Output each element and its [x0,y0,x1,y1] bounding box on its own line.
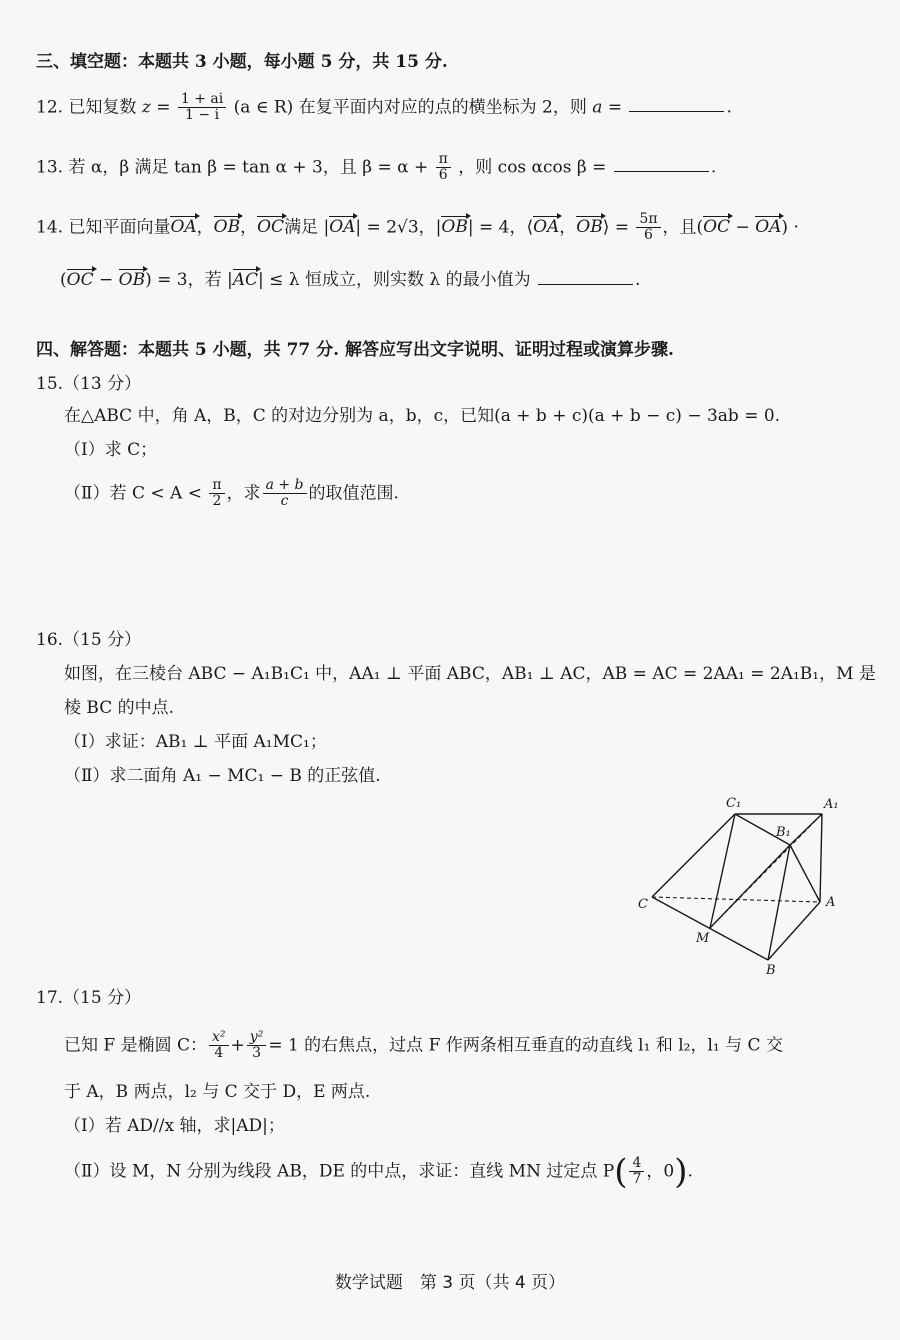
q16-stem1: 如图，在三棱台 ABC − A₁B₁C₁ 中，AA₁ ⊥ 平面 ABC，AB₁ ⊥ AC，AB = AC = 2AA₁ = 2A₁B₁，M 是 [64,664,876,684]
q17-p2-post: ，0 [646,1161,675,1182]
q15-frac-den: 2 [212,493,222,510]
q14-eq3: ⟩ = [602,217,630,238]
label-b1: B₁ [776,825,791,840]
edge-b1a1 [790,814,822,845]
q14-open: ( [60,270,67,290]
q14-fraction [636,212,660,244]
q17-plus: + [230,1035,245,1056]
q13-end: . [710,157,717,178]
q15-frac2-num: a + b [263,478,307,494]
q16-stem2: 棱 BC 的中点. [64,698,175,718]
vector-ob: OB [576,217,603,238]
q17-stem1 [64,1030,783,1062]
question-14-line1 [36,212,799,244]
q17-fraction-47 [629,1156,644,1188]
vector-oa: OA [329,217,356,238]
question-12 [36,92,732,124]
q15-part1: （Ⅰ）求 C； [64,440,158,460]
label-a1: A₁ [824,797,839,812]
q14-eq2: | = 4，⟨ [467,217,534,238]
q14-minus: − [93,270,119,290]
q17-part1: （Ⅰ）若 AD//x 轴，求|AD|； [64,1116,285,1136]
q12-z: z = [141,97,171,118]
q17-frac1-num: x² [209,1030,229,1046]
bleed-through-decoration [20,520,530,541]
edge-b1b [768,845,790,960]
q12-fraction [178,92,226,124]
vector-oc: OC [257,217,285,238]
edge-a1a [820,814,822,902]
q14-eq4: ，且( [662,217,704,238]
q17-stem2: 于 A，B 两点，l₂ 与 C 交于 D，E 两点. [64,1082,371,1102]
vector-ob: OB [441,217,468,238]
q17-p2-frac-num: 4 [629,1156,644,1172]
q15-frac2-den: c [280,493,289,510]
vector-oc: OC [66,270,94,290]
section3-heading: 三、填空题：本题共 3 小题，每小题 5 分，共 15 分. [36,52,448,72]
q13-frac-den: 6 [438,167,448,184]
q17-header: 17.（15 分） [36,988,142,1008]
q13-fraction [436,152,451,184]
q17-part2 [64,1151,693,1192]
q17-frac1-den: 4 [214,1045,224,1062]
q13-text: 13. 若 α，β 满足 tan β = tan α + 3，且 β = α + [36,157,429,178]
segment-c1m [710,814,735,928]
label-c1: C₁ [726,796,742,811]
q13-answer-blank[interactable] [614,157,709,172]
vector-oa: OA [755,217,782,238]
q15-fraction-pi2 [209,478,224,510]
q12-frac-den: 1 − i [185,107,220,124]
page-footer: 数学试题 第 3 页（共 4 页） [334,1273,566,1293]
q17-p2-frac-den: 7 [632,1171,642,1188]
q14-sep: ， [240,217,258,238]
segment-ab1 [790,845,820,902]
q15-p2-pre: （Ⅱ）若 C < A < [64,483,202,504]
edge-cb [652,897,768,960]
vector-ac: AC [232,270,259,290]
q15-frac-num: π [209,478,224,494]
q12-a: a = [592,97,623,118]
label-b: B [766,963,776,978]
q14-sep: ， [559,217,577,238]
q14-sep: ， [196,217,214,238]
q13-text2: ，则 cos αcos β = [458,157,607,178]
q14-eq1: | = 2√3，| [355,217,442,238]
q14-satisfy: 满足 | [284,217,330,238]
q12-frac-num: 1 + ai [178,92,226,108]
vector-oa: OA [533,217,560,238]
question-14-line2 [60,270,640,291]
edge-c1c [652,814,735,897]
q14-line2-rest: | ≤ λ 恒成立，则实数 λ 的最小值为 [258,270,531,290]
q17-fraction-x [209,1030,229,1062]
q12-answer-blank[interactable] [629,97,724,112]
q12-end: . [726,97,732,118]
q14-end: . [634,270,641,290]
vector-oa: OA [170,217,197,238]
q13-frac-num: π [436,152,451,168]
q14-line2-eq: ) = 3，若 | [145,270,233,290]
q16-part2: （Ⅱ）求二面角 A₁ − MC₁ − B 的正弦值. [64,766,381,786]
q14-minus: − [730,217,756,238]
q15-header: 15.（13 分） [36,374,142,394]
question-13 [36,152,716,184]
q14-frac-den: 6 [644,227,653,244]
q17-frac2-den: 3 [252,1045,261,1062]
q15-p2-mid: ，求 [226,483,261,504]
q17-left-paren: ( [614,1151,628,1192]
q17-p2-pre: （Ⅱ）设 M，N 分别为线段 AB，DE 的中点，求证：直线 MN 过定点 P [64,1161,615,1182]
label-m: M [696,931,710,946]
q14-prefix: 14. 已知平面向量 [36,217,171,238]
q17-stem-pre: 已知 F 是椭圆 C： [64,1035,208,1056]
q16-header: 16.（15 分） [36,630,142,650]
q15-stem: 在△ABC 中，角 A，B，C 的对边分别为 a，b，c，已知(a + b + c)(a + b − c) − 3ab = 0. [64,406,781,426]
vector-ob: OB [118,270,146,290]
vector-oc: OC [703,217,731,238]
q12-prefix: 12. 已知复数 [36,97,137,118]
q15-fraction-ab-c [263,478,307,510]
q14-dot: ) · [781,217,799,238]
q17-frac2-num: y² [247,1030,267,1046]
q14-answer-blank[interactable] [538,270,633,285]
label-c: C [638,897,648,912]
q17-right-paren: ) [674,1151,688,1192]
label-a: A [826,895,836,910]
q14-frac-num: 5π [636,212,660,228]
q17-p2-period: . [687,1161,693,1182]
q12-middle: (a ∈ R) 在复平面内对应的点的横坐标为 2，则 [233,97,587,118]
q17-fraction-y [247,1030,267,1062]
vector-ob: OB [213,217,241,238]
q15-p2-end: 的取值范围. [308,483,399,504]
frustum-figure [630,792,850,982]
section4-heading: 四、解答题：本题共 5 小题，共 77 分. 解答应写出文字说明、证明过程或演算步骤. [36,340,674,360]
edge-ba [768,902,820,960]
q17-stem-post: = 1 的右焦点，过点 F 作两条相互垂直的动直线 l₁ 和 l₂，l₁ 与 C 交 [268,1035,783,1056]
q16-part1: （Ⅰ）求证：AB₁ ⊥ 平面 A₁MC₁； [64,732,327,752]
q15-part2 [64,478,399,510]
